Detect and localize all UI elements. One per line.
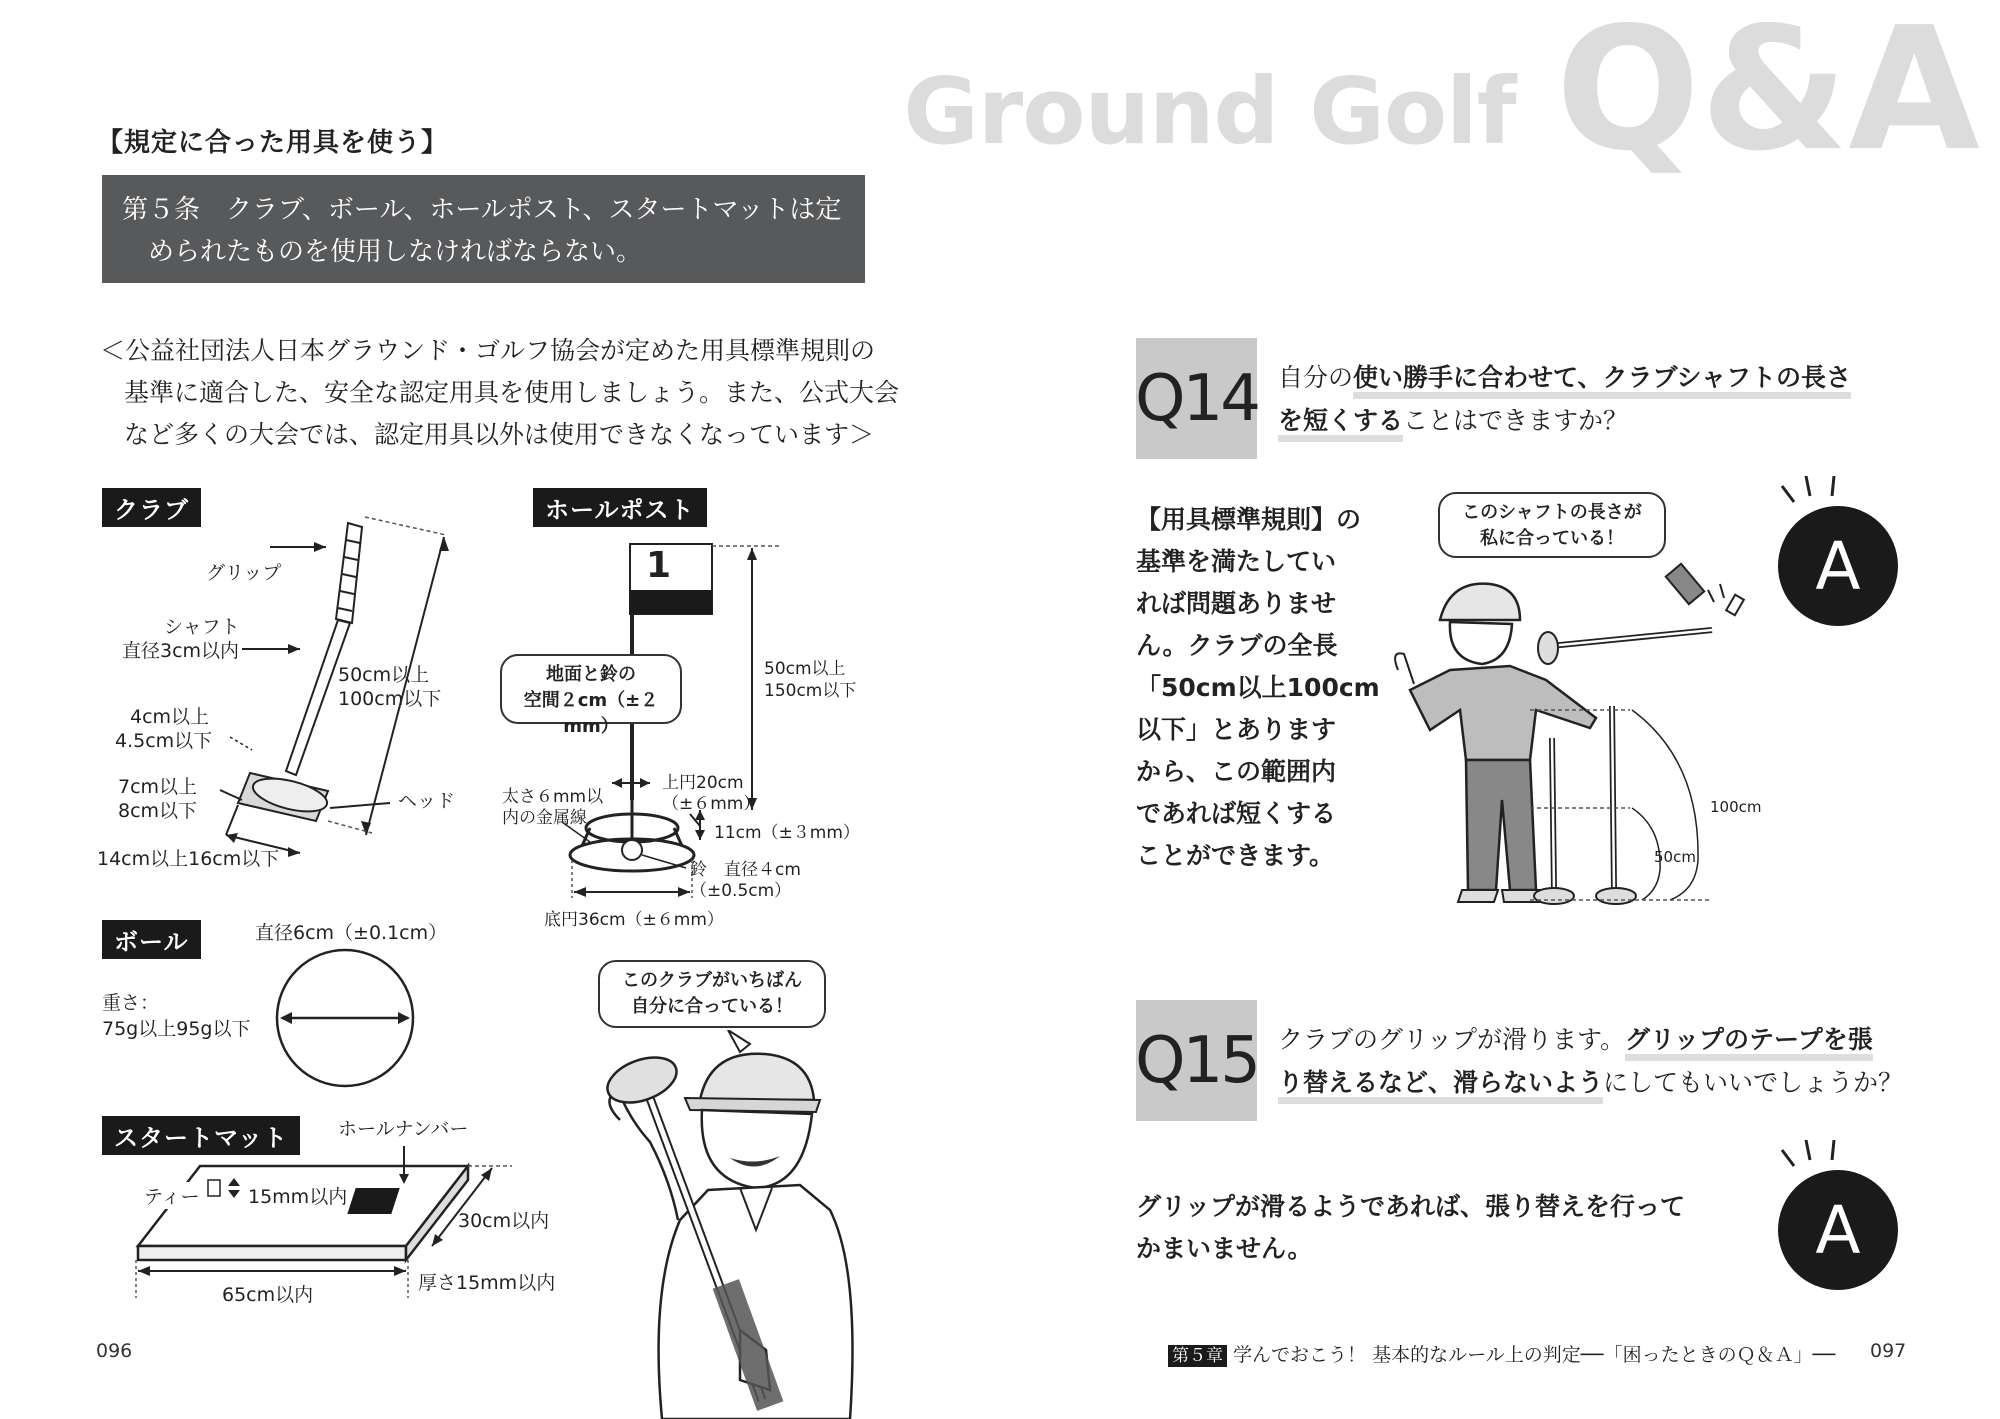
holepost-bubble: [500, 654, 682, 737]
ball-tag: ボール: [102, 920, 201, 959]
wire-label-1: 太さ６mm以: [502, 787, 604, 807]
rule-line-2: められたものを使用しなければならない。: [148, 237, 643, 267]
title-ground-golf: Ground Golf: [903, 58, 1516, 165]
left-page-number: 096: [96, 1340, 133, 1362]
equipment-note: [100, 330, 900, 456]
chapter-badge: 第５章: [1168, 1345, 1227, 1367]
a14-label: A: [1778, 506, 1898, 626]
man-bubble-line-1: このクラブがいちばん: [622, 970, 802, 991]
rule-line-1: 第５条 クラブ、ボール、ホールポスト、スタートマットは定: [122, 195, 842, 225]
q14-text-2: ことはできますか？: [1403, 406, 1629, 435]
q14-highlight-1: 使い勝手に合わせて、クラブシャフトの長さ: [1353, 363, 1851, 399]
a15-line-1: グリップが滑るようであれば、張り替えを行って: [1136, 1192, 1686, 1221]
q15-highlight-2: り替えるなど、滑らないよう: [1278, 1068, 1603, 1104]
right-page-number: 097: [1870, 1340, 1907, 1362]
wire-label-2: 内の金属線: [502, 808, 587, 828]
ball-illustration: [272, 945, 418, 1091]
ball-diameter-label: 直径6cm（±0.1cm）: [255, 922, 448, 944]
mat-width-label: 30cm以内: [458, 1210, 550, 1232]
a14-line-9: ことができます。: [1136, 841, 1335, 870]
q15-text-1: クラブのグリップが滑ります。: [1278, 1025, 1626, 1054]
a14-bubble-line-1: このシャフトの長さが: [1462, 502, 1642, 523]
a14-speech-bubble: [1438, 492, 1666, 558]
ball-weight-label-1: 重さ：: [102, 992, 160, 1014]
top-ring-label-2: （±６mm）: [662, 794, 761, 814]
head-height-label-1: 7cm以上: [118, 776, 198, 798]
head-height-label-2: 8cm以下: [118, 800, 198, 822]
a14-line-7: から、この範囲内: [1136, 757, 1337, 786]
a14-bubble-line-2: 私に合っている！: [1480, 528, 1624, 549]
shaft-diameter-label: 直径3cm以内: [122, 640, 240, 662]
chapter-footer: [1168, 1340, 1835, 1367]
a14-line-8: であれば短くする: [1136, 799, 1337, 828]
rule-box: [102, 175, 865, 283]
a14-line-5: 「50cm以上100cm: [1136, 673, 1380, 702]
flag-number: 1: [646, 545, 672, 586]
startmat-tag: スタートマット: [102, 1116, 300, 1155]
page-header-title: [903, 0, 1980, 189]
note-line-3: など多くの大会では、認定用具以外は使用できなくなっています＞: [124, 420, 875, 449]
tee-icon: [208, 1180, 220, 1196]
tee-label-1: ティー: [144, 1182, 199, 1209]
mat-length-label: 65cm以内: [222, 1284, 314, 1306]
holepost-tag: ホールポスト: [533, 488, 707, 527]
face-label-1: 4cm以上: [130, 706, 210, 728]
right-page: [903, 0, 2000, 1419]
club-grip-illustration: [336, 523, 362, 623]
grip-label: グリップ: [206, 562, 282, 584]
a15-line-2: かまいません。: [1136, 1234, 1313, 1263]
note-line-1: ＜公益社団法人日本グラウンド・ゴルフ協会が定めた用具標準規則の: [100, 336, 876, 365]
bell-label-2: （±0.5cm）: [690, 881, 792, 901]
holepost-bubble-line-1: 地面と鈴の: [546, 664, 636, 685]
post-height-label-2: 150cm以下: [764, 681, 857, 701]
holepost-bubble-line-2: 空間２cm（±２mm）: [523, 690, 659, 737]
club-length-label-2: 100cm以下: [338, 688, 442, 710]
a14-line-2: 基準を満たしてい: [1136, 547, 1337, 576]
man-bubble-line-2: 自分に合っている！: [631, 996, 793, 1017]
head-length-label: 14cm以上16cm以下: [97, 848, 280, 870]
club-head-illustration: [238, 772, 330, 821]
a15-label: A: [1778, 1170, 1898, 1290]
q15-question: [1278, 1018, 1904, 1104]
hole-number-label: ホールナンバー: [338, 1118, 469, 1140]
head-label: ヘッド: [398, 790, 456, 812]
face-label-2: 4.5cm以下: [115, 730, 213, 752]
note-line-2: 基準に適合した、安全な認定用具を使用しましょう。また、公式大会: [124, 378, 900, 407]
post-height-label-1: 50cm以上: [764, 659, 846, 679]
chapter-title: 学んでおこう！ 基本的なルール上の判定──「困ったときのＱ＆Ａ」──: [1233, 1344, 1836, 1366]
club-tag: クラブ: [102, 488, 201, 527]
a14-line-4: ん。クラブの全長: [1136, 631, 1338, 660]
q14-text-1: 自分の: [1278, 363, 1354, 392]
gap-label: 11cm（±３mm）: [714, 823, 860, 843]
q14-label: Q14: [1136, 338, 1257, 459]
a14-line-6: 以下」とあります: [1136, 715, 1337, 744]
mat-thickness-label: 厚さ15mm以内: [418, 1272, 556, 1294]
section-heading: 【規定に合った用具を使う】: [97, 128, 449, 158]
a14-answer-text: [1136, 499, 1380, 877]
a15-answer-text: [1136, 1186, 1685, 1270]
a14-line-1: 【用具標準規則】の: [1136, 505, 1362, 534]
title-qa: Q&A: [1555, 0, 1980, 189]
man-with-club-illustration: [590, 1030, 880, 1419]
man-speech-bubble: [598, 960, 826, 1028]
q14-question: [1278, 356, 1898, 442]
q15-highlight-1: グリップのテープを張: [1625, 1025, 1873, 1061]
shaft-label: シャフト: [164, 616, 240, 638]
bottom-ring-label: 底円36cm（±６mm）: [544, 910, 724, 930]
q14-highlight-2: を短くする: [1278, 406, 1403, 442]
length-50cm-label: 50cm: [1654, 848, 1696, 866]
q15-text-2: にしてもいいでしょうか？: [1603, 1068, 1904, 1097]
q15-label: Q15: [1136, 1000, 1257, 1121]
bell-label-1: 鈴 直径４cm: [690, 860, 801, 880]
woman-shaft-illustration: [1370, 560, 1770, 920]
top-ring-label-1: 上円20cm: [662, 773, 744, 793]
tee-label-2: 15mm以内: [248, 1186, 348, 1208]
ball-weight-label-2: 75g以上95g以下: [102, 1018, 251, 1040]
a14-line-3: れば問題ありませ: [1136, 589, 1337, 618]
length-100cm-label: 100cm: [1710, 798, 1762, 816]
club-length-label-1: 50cm以上: [338, 664, 430, 686]
